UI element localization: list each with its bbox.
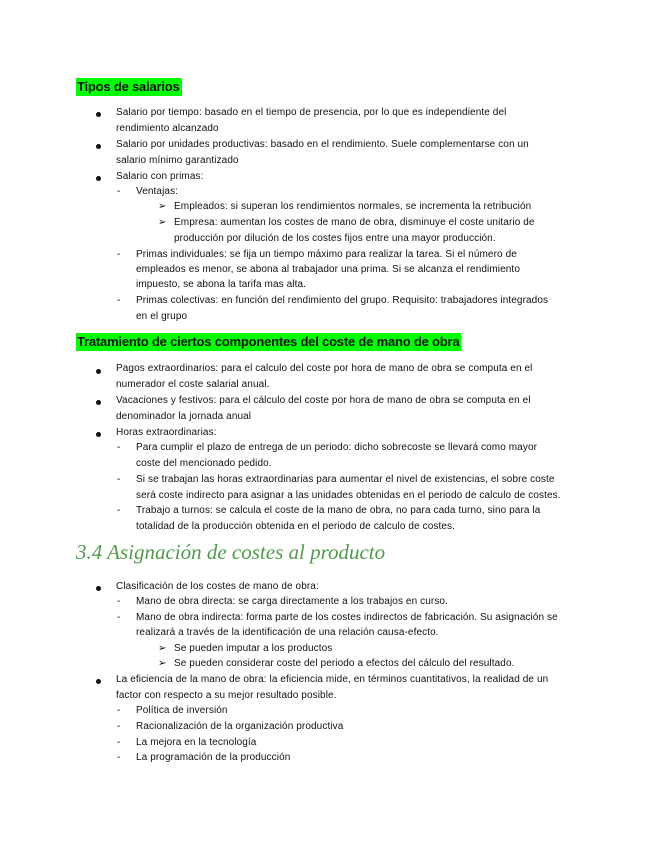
text-line: Pagos extraordinarios: para el calculo del coste por hora de mano de obra se computa en el bbox=[116, 363, 533, 374]
arrow-bullet-icon: ➢ bbox=[158, 658, 167, 669]
text-line: Ventajas: bbox=[136, 186, 179, 197]
text-line: rendimiento alcanzado bbox=[116, 123, 219, 134]
text-line: Política de inversión bbox=[136, 705, 228, 716]
text-line: denominador la jornada anual bbox=[116, 411, 252, 422]
text-line: impuesto, se abona la tarifa mas alta. bbox=[136, 279, 307, 290]
dash-icon: - bbox=[117, 295, 121, 306]
text-line: factor con respecto a su mejor resultado posible. bbox=[116, 690, 337, 701]
text-line: La eficiencia de la mano de obra: la eficiencia mide, en términos cuantitativos, la realidad de un bbox=[116, 674, 549, 685]
text-line: Si se trabajan las horas extraordinarias para aumentar el nivel de existencias, el sobre coste bbox=[136, 474, 555, 485]
dash-icon: - bbox=[117, 705, 121, 716]
text-line: Empresa: aumentan los costes de mano de obra, disminuye el coste unitario de bbox=[174, 217, 535, 228]
arrow-bullet-icon: ➢ bbox=[158, 643, 167, 654]
text-line: Se pueden considerar coste del periodo a efectos del cálculo del resultado. bbox=[174, 658, 515, 669]
text-line: totalidad de la producción obtenida en el periodo de calculo de costes. bbox=[136, 521, 455, 532]
text-line: salario mínimo garantizado bbox=[116, 155, 239, 166]
text-line: será coste indirecto para asignar a las unidades obtenidas en el periodo de calculo de costes. bbox=[136, 490, 561, 501]
text-line: realizará a través de la identificación de una relación causa-efecto. bbox=[136, 627, 439, 638]
text-line: Primas individuales: se fija un tiempo máximo para realizar la tarea. Si el número de bbox=[136, 249, 517, 260]
bullet-icon bbox=[96, 396, 101, 410]
text-line: Mano de obra directa: se carga directamente a los trabajos en curso. bbox=[136, 596, 448, 607]
bullet-icon bbox=[96, 365, 101, 379]
dash-icon: - bbox=[117, 249, 121, 260]
text-line: coste del mencionado pedido. bbox=[136, 458, 272, 469]
text-line: Salario con primas: bbox=[116, 171, 204, 182]
section-heading-asignacion: 3.4 Asignación de costes al producto bbox=[76, 540, 386, 564]
section-heading-tratamiento: Tratamiento de ciertos componentes del coste de mano de obra bbox=[77, 334, 460, 349]
text-line: Salario por tiempo: basado en el tiempo de presencia, por lo que es independiente del bbox=[116, 107, 507, 118]
dash-icon: - bbox=[117, 442, 121, 453]
text-line: Racionalización de la organización productiva bbox=[136, 721, 344, 732]
dash-icon: - bbox=[117, 596, 121, 607]
text-line: en el grupo bbox=[136, 311, 188, 322]
dash-icon: - bbox=[117, 474, 121, 485]
dash-icon: - bbox=[117, 186, 121, 197]
bullet-icon bbox=[96, 582, 101, 596]
text-line: Horas extraordinarias: bbox=[116, 427, 217, 438]
text-line: La mejora en la tecnología bbox=[136, 737, 257, 748]
section-heading-tipos-de-salarios: Tipos de salarios bbox=[77, 79, 180, 94]
bullet-icon bbox=[96, 172, 101, 186]
dash-icon: - bbox=[117, 505, 121, 516]
bullet-icon bbox=[96, 428, 101, 442]
text-line: Salario por unidades productivas: basado en el rendimiento. Suele complementarse con un bbox=[116, 139, 529, 150]
dash-icon: - bbox=[117, 737, 121, 748]
text-line: producción por dilución de los costes fijos entre una mayor producción. bbox=[174, 233, 496, 244]
dash-icon: - bbox=[117, 752, 121, 763]
dash-icon: - bbox=[117, 721, 121, 732]
text-line: Para cumplir el plazo de entrega de un periodo: dicho sobrecoste se llevará como mayor bbox=[136, 442, 538, 453]
dash-icon: - bbox=[117, 612, 121, 623]
text-line: Clasificación de los costes de mano de obra: bbox=[116, 581, 319, 592]
bullet-icon bbox=[96, 675, 101, 689]
text-line: Empleados: si superan los rendimientos normales, se incrementa la retribución bbox=[174, 201, 532, 212]
bullet-icon bbox=[96, 108, 101, 122]
text-line: Mano de obra indirecta: forma parte de los costes indirectos de fabricación. Su asignación se bbox=[136, 612, 558, 623]
arrow-bullet-icon: ➢ bbox=[158, 201, 167, 212]
bullet-icon bbox=[96, 140, 101, 154]
arrow-bullet-icon: ➢ bbox=[158, 217, 167, 228]
text-line: Primas colectivas: en función del rendimiento del grupo. Requisito: trabajadores integrados bbox=[136, 295, 549, 306]
text-line: Vacaciones y festivos: para el cálculo del coste por hora de mano de obra se computa en el bbox=[116, 395, 531, 406]
text-line: Trabajo a turnos: se calcula el coste de la mano de obra, no para cada turno, sino para la bbox=[136, 505, 541, 516]
text-line: numerador el coste salarial anual. bbox=[116, 379, 270, 390]
text-line: empleados es menor, se abona al trabajador una prima. Si se alcanza el rendimiento bbox=[136, 264, 520, 275]
text-line: Se pueden imputar a los productos bbox=[174, 643, 333, 654]
text-line: La programación de la producción bbox=[136, 752, 291, 763]
